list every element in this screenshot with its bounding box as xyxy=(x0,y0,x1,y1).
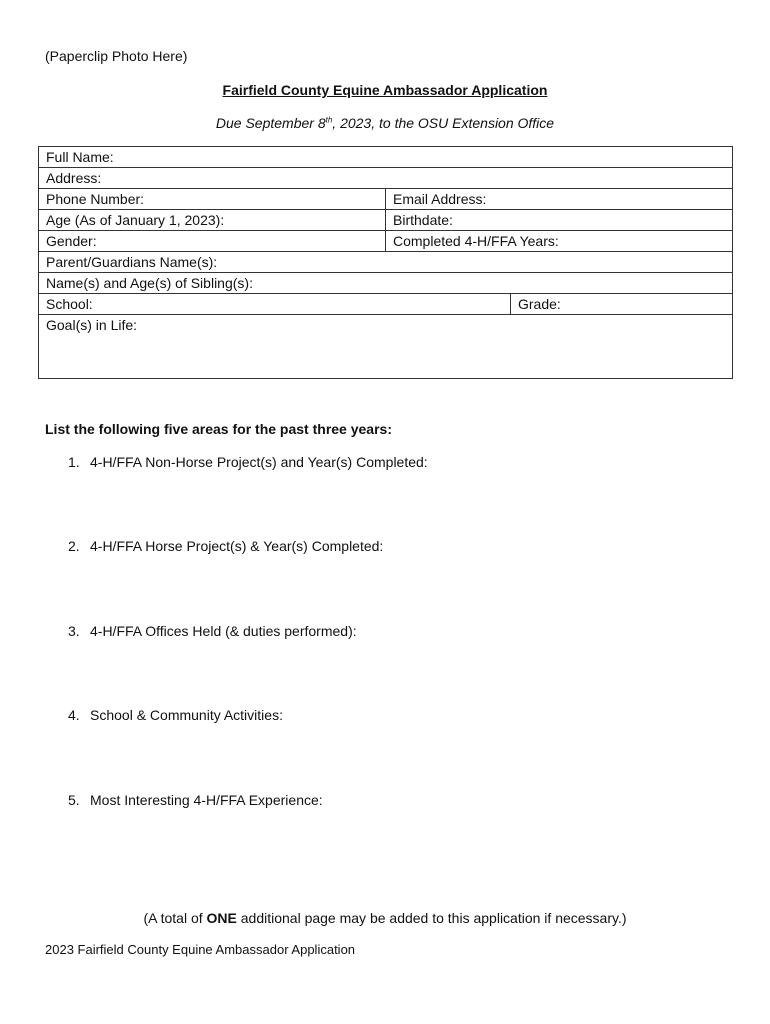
list-item xyxy=(68,623,357,639)
list-item-number: 1. xyxy=(68,454,80,470)
table-row xyxy=(39,189,733,210)
list-item xyxy=(68,792,323,808)
birthdate-field[interactable]: Birthdate: xyxy=(386,210,733,231)
list-item-label: 4-H/FFA Offices Held (& duties performed): xyxy=(90,623,357,639)
photo-placeholder-note: (Paperclip Photo Here) xyxy=(45,48,188,64)
table-row xyxy=(39,210,733,231)
email-address-field[interactable]: Email Address: xyxy=(386,189,733,210)
table-row xyxy=(39,168,733,189)
grade-field[interactable]: Grade: xyxy=(511,294,733,315)
list-item-label: 4-H/FFA Horse Project(s) & Year(s) Completed: xyxy=(90,538,384,554)
list-item xyxy=(68,707,283,723)
school-field[interactable]: School: xyxy=(39,294,511,315)
table-row xyxy=(39,273,733,294)
list-heading: List the following five areas for the past three years: xyxy=(45,421,392,437)
list-item-label: Most Interesting 4-H/FFA Experience: xyxy=(90,792,323,808)
note-text-end: additional page may be added to this application if necessary.) xyxy=(236,910,627,926)
note-text: (A total of xyxy=(143,910,207,926)
list-item xyxy=(68,538,383,554)
siblings-field[interactable]: Name(s) and Age(s) of Sibling(s): xyxy=(39,273,733,294)
address-field[interactable]: Address: xyxy=(39,168,733,189)
table-row xyxy=(39,252,733,273)
parent-guardian-field[interactable]: Parent/Guardians Name(s): xyxy=(39,252,733,273)
table-row xyxy=(39,231,733,252)
list-item-number: 5. xyxy=(68,792,80,808)
additional-page-note xyxy=(0,910,770,926)
note-emphasis: ONE xyxy=(206,910,237,926)
due-date-text: Due September 8 xyxy=(215,115,326,131)
due-date-suffix: , 2023, to the OSU Extension Office xyxy=(332,115,555,131)
applicant-info-table xyxy=(38,146,733,379)
list-item-number: 2. xyxy=(68,538,80,554)
list-item xyxy=(68,454,428,470)
completed-years-field[interactable]: Completed 4-H/FFA Years: xyxy=(386,231,733,252)
gender-field[interactable]: Gender: xyxy=(39,231,386,252)
age-field[interactable]: Age (As of January 1, 2023): xyxy=(39,210,386,231)
page-footer: 2023 Fairfield County Equine Ambassador Application xyxy=(45,942,356,957)
goals-field[interactable]: Goal(s) in Life: xyxy=(39,315,733,379)
list-item-label: 4-H/FFA Non-Horse Project(s) and Year(s) Completed: xyxy=(90,454,428,470)
list-item-label: School & Community Activities: xyxy=(90,707,283,723)
phone-number-field[interactable]: Phone Number: xyxy=(39,189,386,210)
document-title: Fairfield County Equine Ambassador Application xyxy=(222,82,548,98)
table-row xyxy=(39,315,733,379)
list-item-number: 4. xyxy=(68,707,80,723)
list-item-number: 3. xyxy=(68,623,80,639)
full-name-field[interactable]: Full Name: xyxy=(39,147,733,168)
table-row xyxy=(39,294,733,315)
due-date-superscript: th xyxy=(325,115,333,125)
due-date-line xyxy=(0,115,770,131)
table-row xyxy=(39,147,733,168)
